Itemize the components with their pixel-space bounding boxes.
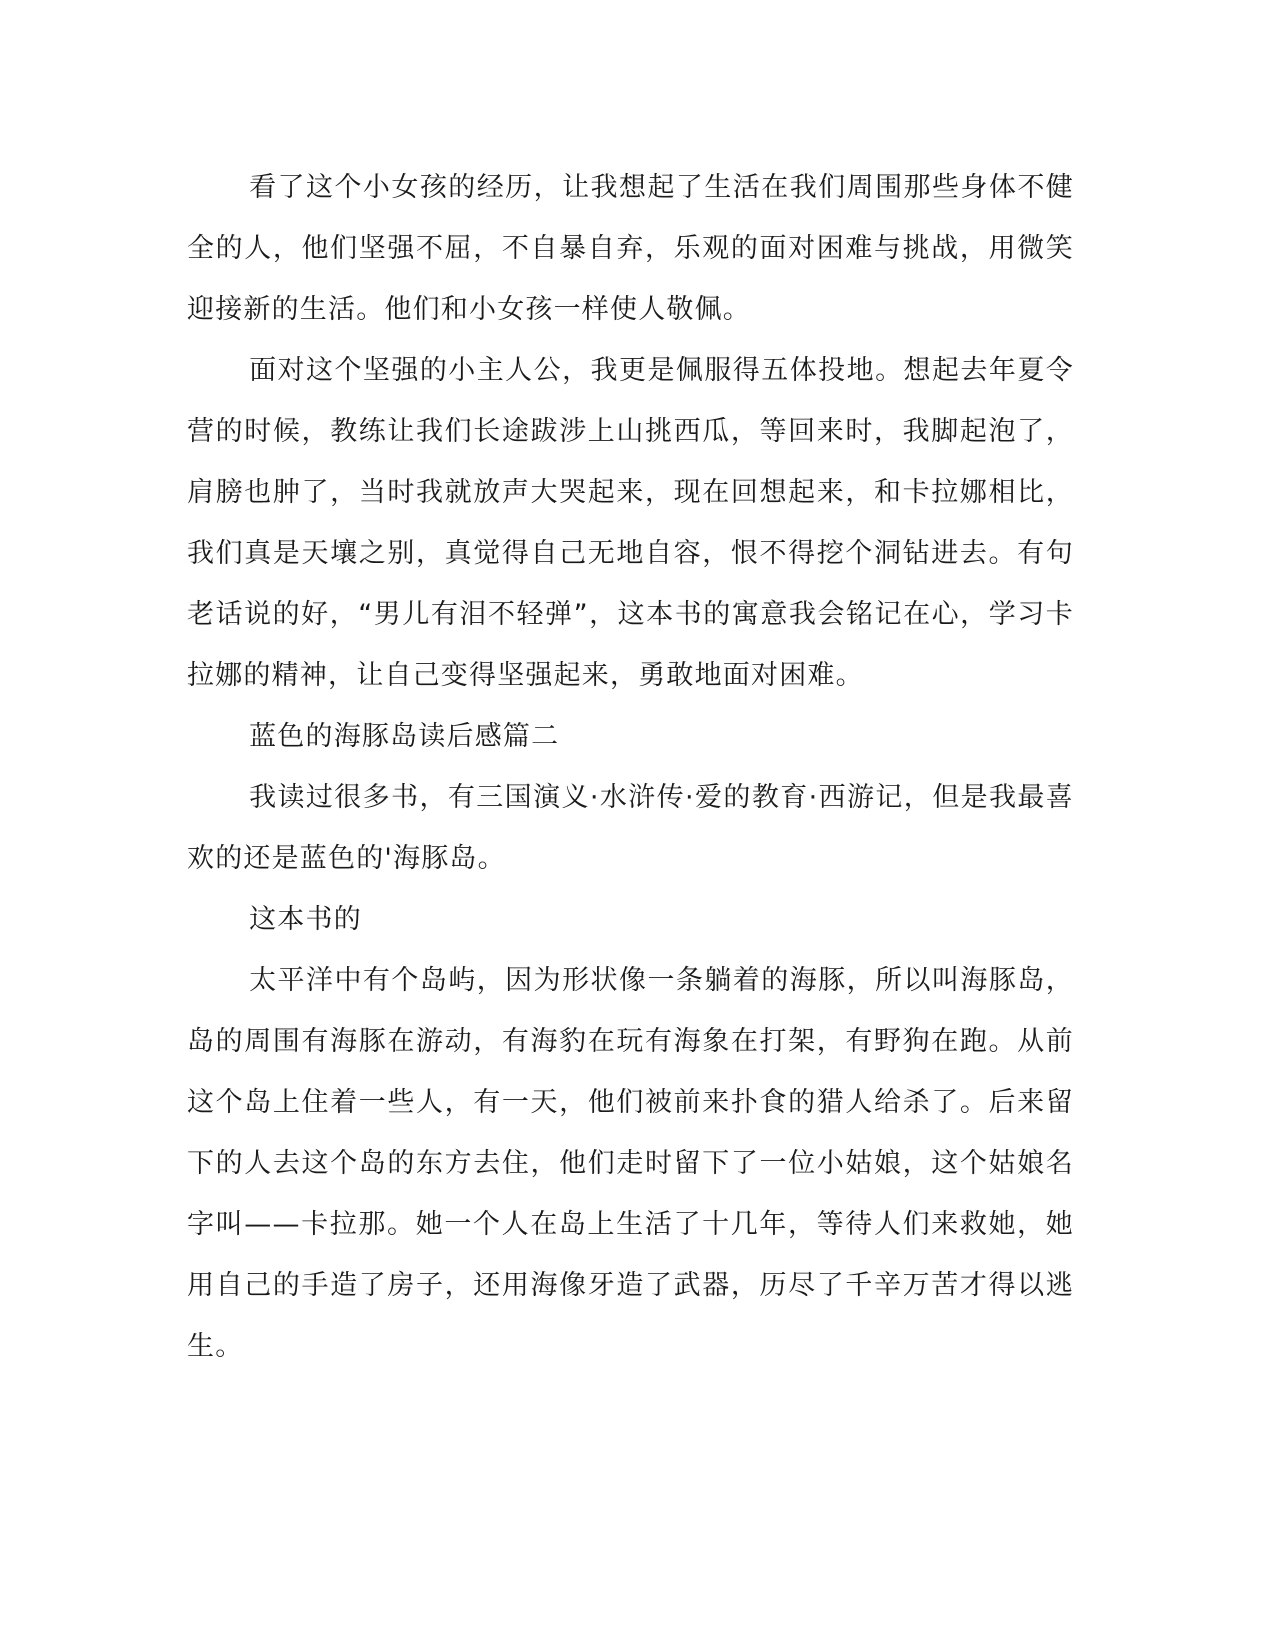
section-heading: 蓝色的海豚岛读后感篇二 xyxy=(249,721,560,752)
paragraph-5: 太平洋中有个岛屿，因为形状像一条躺着的海豚，所以叫海豚岛，岛的周围有海豚在游动，有海豹在玩有海象在打架，有野狗在跑。从前这个岛上住着一些人，有一天，他们被前来扑食的猎人给杀了。后来留下的人去这个岛的东方去住，他们走时留下了一位小姑娘，这个姑娘名字叫——卡拉那。她一个人在岛上生活了十几年，等待人们来救她，她用自己的手造了房子，还用海像牙造了武器，历尽了千辛万苦才得以逃生。 xyxy=(187,965,1074,1362)
paragraph-4: 这本书的 xyxy=(249,904,362,935)
document-body xyxy=(187,157,1074,1377)
paragraph-3: 我读过很多书，有三国演义·水浒传·爱的教育·西游记，但是我最喜欢的还是蓝色的'海豚岛。 xyxy=(187,782,1074,874)
paragraph-1: 看了这个小女孩的经历，让我想起了生活在我们周围那些身体不健全的人，他们坚强不屈，不自暴自弃，乐观的面对困难与挑战，用微笑迎接新的生活。他们和小女孩一样使人敬佩。 xyxy=(187,172,1074,325)
paragraph-2: 面对这个坚强的小主人公，我更是佩服得五体投地。想起去年夏令营的时候，教练让我们长途跋涉上山挑西瓜，等回来时，我脚起泡了，肩膀也肿了，当时我就放声大哭起来，现在回想起来，和卡拉娜相比，我们真是天壤之别，真觉得自己无地自容，恨不得挖个洞钻进去。有句老话说的好，“男儿有泪不轻弹”，这本书的寓意我会铭记在心，学习卡拉娜的精神，让自己变得坚强起来，勇敢地面对困难。 xyxy=(187,355,1074,691)
